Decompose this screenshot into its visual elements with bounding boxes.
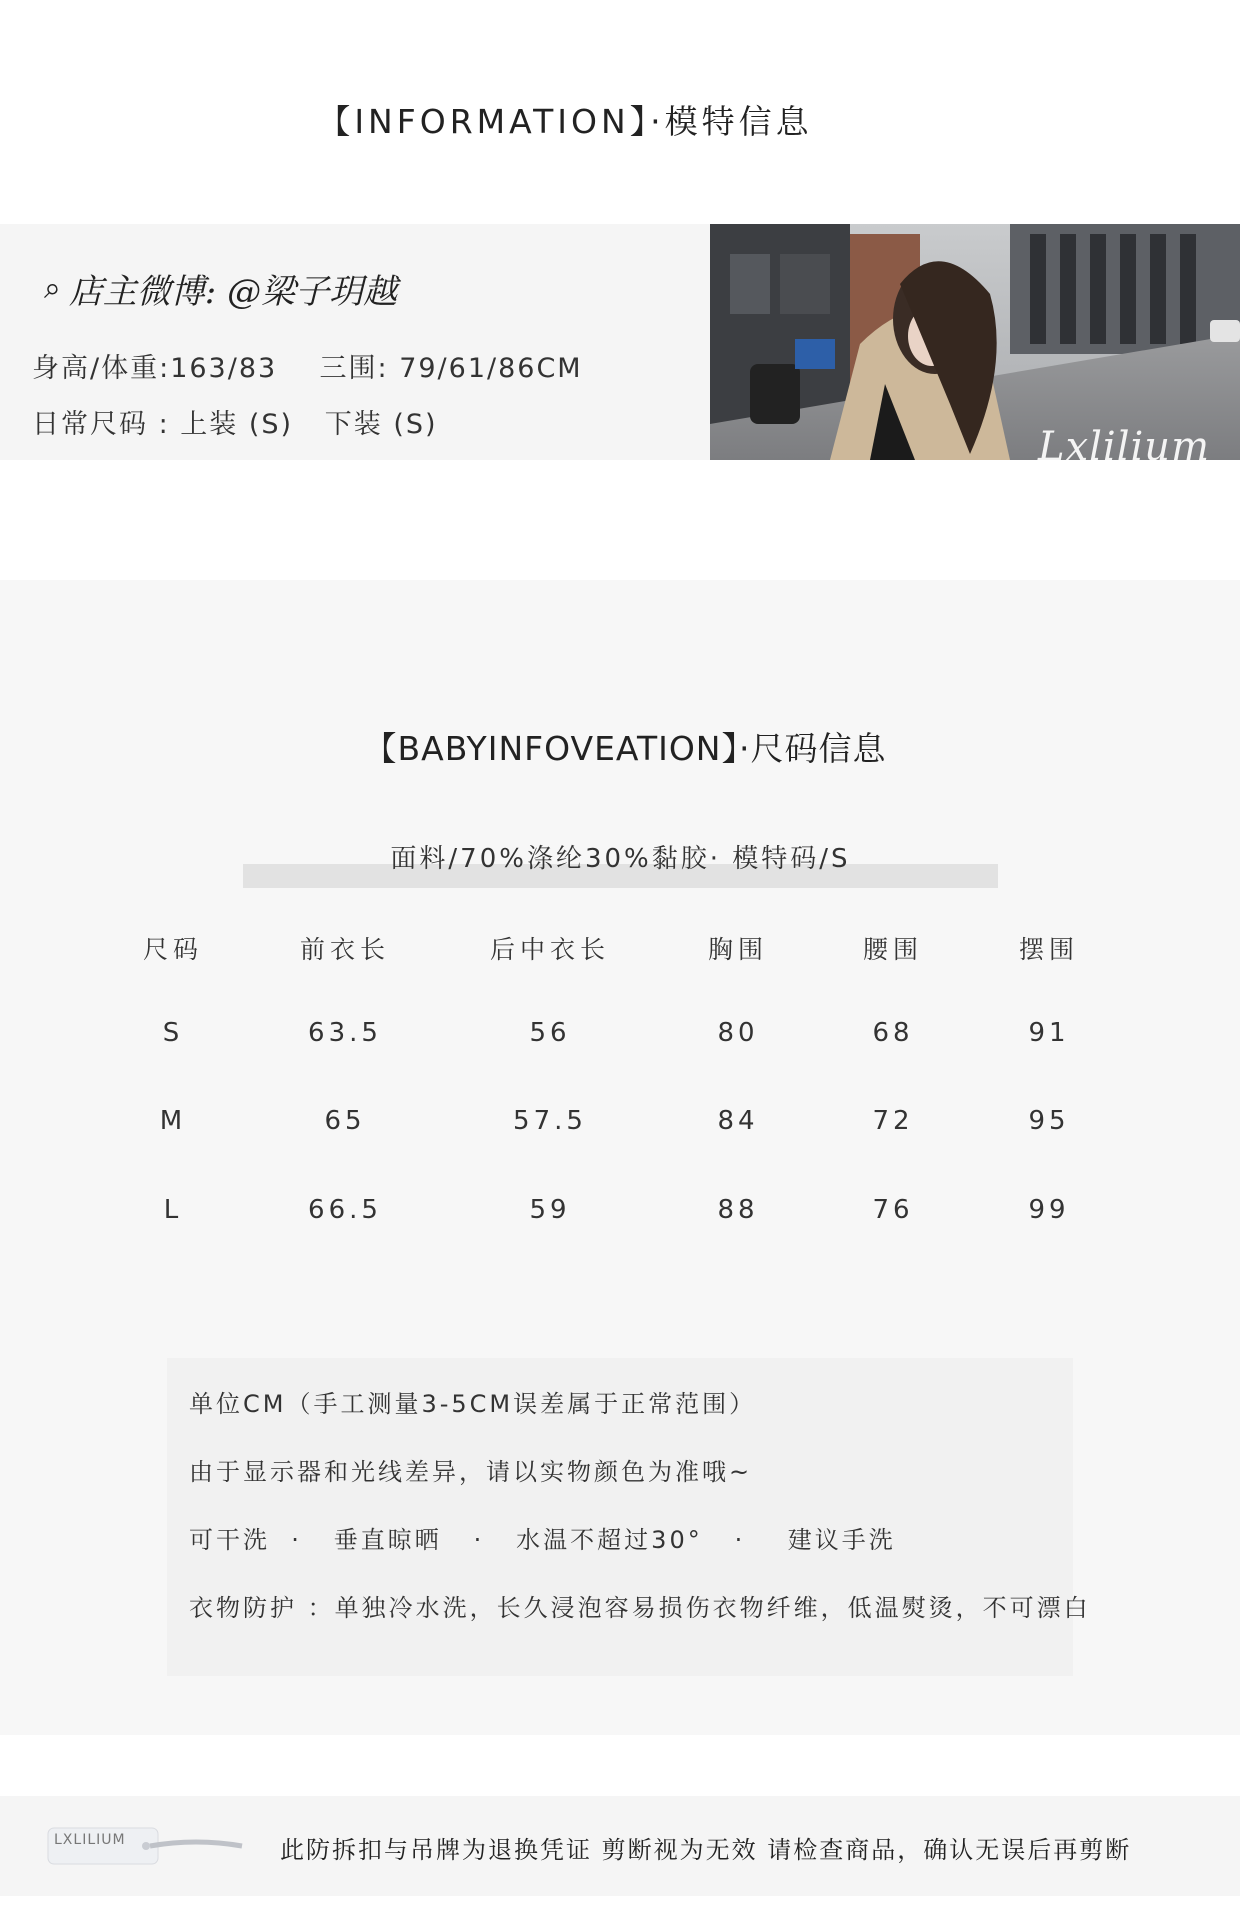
table-header-cell: 尺码 (142, 935, 204, 964)
table-cell: S (162, 1018, 184, 1048)
size-info-section (0, 580, 1240, 1735)
table-cell: 91 (1028, 1018, 1070, 1048)
table-cell: 72 (872, 1106, 914, 1136)
tag-brand-label: LXLILIUM (54, 1832, 126, 1848)
table-cell: 66.5 (308, 1195, 382, 1225)
table-cell: 63.5 (308, 1018, 382, 1048)
tag-notice-band (0, 1796, 1240, 1896)
weibo-line (44, 264, 397, 313)
table-cell: 88 (717, 1195, 759, 1225)
fabric-info: 面料/70%涤纶30%黏胶· 模特码/S (390, 844, 851, 874)
model-measurements: 身高/体重:163/83 三围: 79/61/86CM (32, 353, 583, 384)
care-notes-box (167, 1358, 1091, 1676)
table-row (0, 1106, 1240, 1146)
note-washing: 可干洗 · 垂直晾晒 · 水温不超过30° · 建议手洗 (189, 1526, 896, 1554)
table-cell: L (163, 1195, 183, 1225)
table-cell: 57.5 (513, 1106, 587, 1136)
model-daily-size: 日常尺码 : 上装 (S) 下装 (S) (32, 409, 438, 440)
table-row (0, 1018, 1240, 1058)
model-info-band (0, 224, 1240, 460)
table-header-cell: 胸围 (707, 935, 769, 964)
table-header-cell: 后中衣长 (489, 935, 611, 964)
note-color: 由于显示器和光线差异，请以实物颜色为准哦~ (189, 1458, 753, 1486)
table-cell: 84 (717, 1106, 759, 1136)
table-cell: M (159, 1106, 187, 1136)
search-icon: ⌕ (44, 271, 61, 306)
table-cell: 68 (872, 1018, 914, 1048)
tag-notice-text: 此防拆扣与吊牌为退换凭证 剪断视为无效 请检查商品，确认无误后再剪断 (280, 1836, 1132, 1864)
table-header-cell: 摆围 (1018, 935, 1080, 964)
model-photo (710, 224, 1240, 460)
table-cell: 76 (872, 1195, 914, 1225)
model-info-heading: 【INFORMATION】·模特信息 (317, 102, 813, 141)
table-cell: 80 (717, 1018, 759, 1048)
table-row (0, 1195, 1240, 1235)
table-header-cell: 腰围 (862, 935, 924, 964)
table-cell: 65 (324, 1106, 366, 1136)
size-info-heading: 【BABYINFOVEATION】·尺码信息 (363, 729, 887, 768)
note-unit: 单位CM（手工测量3-5CM误差属于正常范围） (189, 1390, 757, 1418)
photo-signature: Lxlilium (1038, 424, 1210, 460)
weibo-text: 店主微博: @梁子玥越 (68, 272, 398, 312)
table-cell: 95 (1028, 1106, 1070, 1136)
table-header-cell: 前衣长 (299, 935, 391, 964)
table-cell: 99 (1028, 1195, 1070, 1225)
note-care: 衣物防护 ：单独冷水洗，长久浸泡容易损伤衣物纤维，低温熨烫，不可漂白 (189, 1594, 1091, 1622)
table-cell: 59 (529, 1195, 571, 1225)
table-header-row (0, 930, 1240, 970)
table-cell: 56 (529, 1018, 571, 1048)
